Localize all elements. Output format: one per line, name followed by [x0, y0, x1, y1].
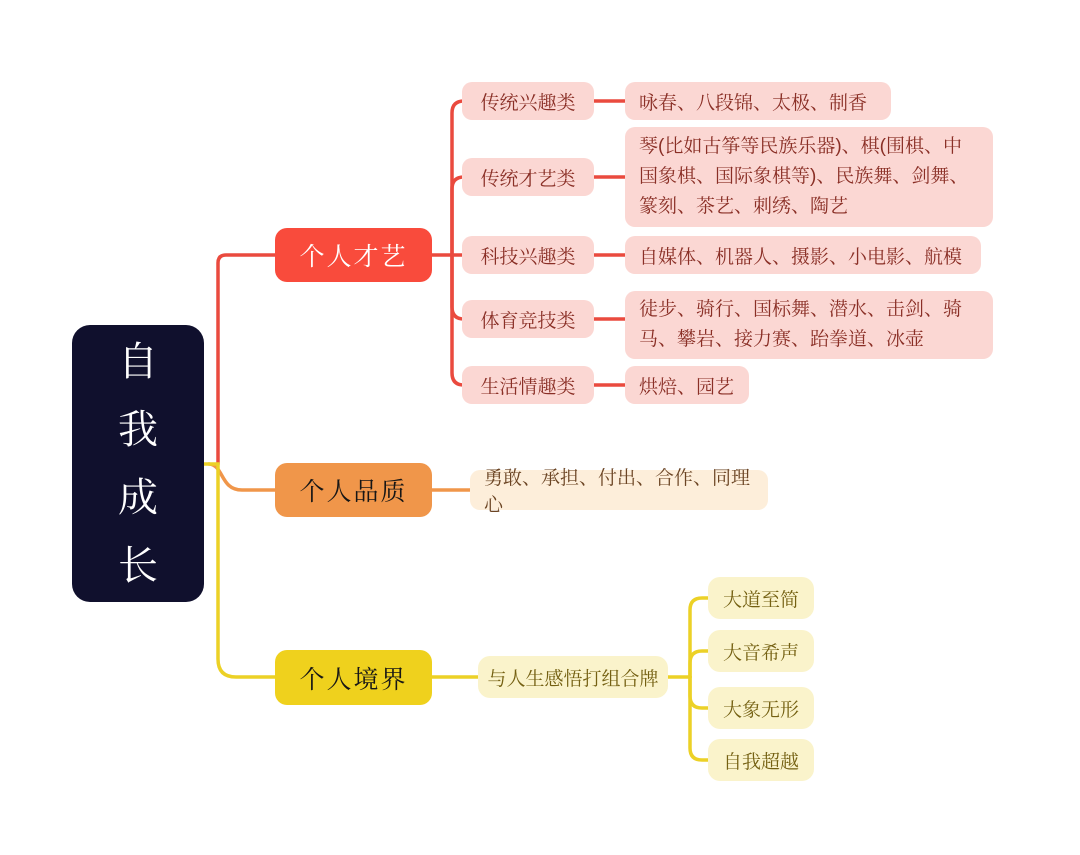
detail-node-tech-interest-items[interactable]: 自媒体、机器人、摄影、小电影、航模	[625, 236, 981, 274]
subtopic-node-traditional-talent[interactable]: 传统才艺类	[462, 158, 594, 196]
connector-realm-leaf4	[690, 677, 708, 760]
detail-node-traditional-talent-items[interactable]: 琴(比如古筝等民族乐器)、棋(围棋、中国象棋、国际象棋等)、民族舞、剑舞、篆刻、茶艺、刺绣、陶艺	[625, 127, 993, 227]
connector-root-realm	[204, 464, 275, 677]
connector-root-talent	[218, 255, 275, 464]
leaf-node-great-sound-silence[interactable]: 大音希声	[708, 630, 814, 672]
leaf-node-great-way-simplicity[interactable]: 大道至简	[708, 577, 814, 619]
leaf-node-great-image-formless[interactable]: 大象无形	[708, 687, 814, 729]
detail-node-sports-items[interactable]: 徒步、骑行、国标舞、潜水、击剑、骑马、攀岩、接力赛、跆拳道、冰壶	[625, 291, 993, 359]
subtopic-node-traditional-interest[interactable]: 传统兴趣类	[462, 82, 594, 120]
detail-node-realm-insight[interactable]: 与人生感悟打组合牌	[478, 656, 668, 698]
subtopic-node-sports-competition[interactable]: 体育竞技类	[462, 300, 594, 338]
branch-node-personal-realm[interactable]: 个人境界	[275, 650, 432, 705]
connector-realm-leaf2	[690, 651, 708, 677]
branch-node-personal-quality[interactable]: 个人品质	[275, 463, 432, 517]
branch-node-personal-talent[interactable]: 个人才艺	[275, 228, 432, 282]
detail-node-quality-items[interactable]: 勇敢、承担、付出、合作、同理心	[470, 470, 768, 510]
connector-realm-leaf1	[690, 598, 708, 677]
detail-node-life-pleasure-items[interactable]: 烘焙、园艺	[625, 366, 749, 404]
subtopic-node-life-pleasure[interactable]: 生活情趣类	[462, 366, 594, 404]
detail-node-traditional-interest-items[interactable]: 咏春、八段锦、太极、制香	[625, 82, 891, 120]
connector-realm-leaf3	[690, 677, 708, 708]
leaf-node-self-transcendence[interactable]: 自我超越	[708, 739, 814, 781]
root-node-self-growth[interactable]: 自我成长	[72, 325, 204, 602]
subtopic-node-tech-interest[interactable]: 科技兴趣类	[462, 236, 594, 274]
